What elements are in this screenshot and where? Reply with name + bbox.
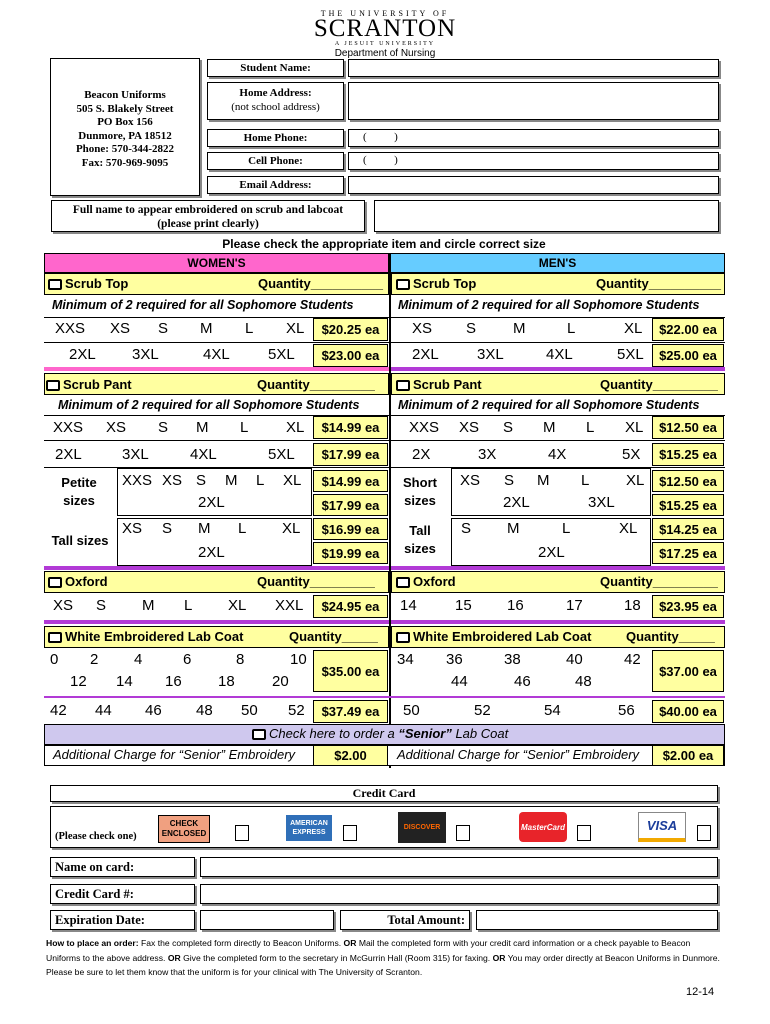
- w-labcoat-size3-5[interactable]: 52: [288, 702, 305, 719]
- m-scrub-pant-label: [396, 377, 482, 392]
- instructions: Please check the appropriate item and circle correct size: [222, 237, 546, 251]
- w-labcoat-size-2[interactable]: 4: [134, 651, 143, 668]
- w-charge-price: $2.00: [313, 745, 388, 766]
- petite-price1: $14.99 ea: [313, 470, 388, 492]
- w-labcoat-size3-1[interactable]: 44: [95, 702, 112, 719]
- amex-checkbox[interactable]: [343, 825, 357, 841]
- womens-header: WOMEN'S: [44, 253, 389, 273]
- w-oxford-size-2[interactable]: M: [142, 597, 155, 614]
- petite-size-2[interactable]: S: [196, 472, 207, 489]
- tall-price1: $16.99 ea: [313, 518, 388, 540]
- w-oxford-checkbox[interactable]: [48, 577, 62, 588]
- m-oxford-checkbox[interactable]: [396, 577, 410, 588]
- m-oxford-price: $23.95 ea: [652, 595, 724, 618]
- how-text1: Fax the completed form directly to Beacon Uniforms.: [138, 938, 344, 948]
- payment-options: [50, 806, 718, 848]
- short-label: Short sizes: [403, 475, 437, 508]
- petite-size-3[interactable]: M: [225, 472, 238, 489]
- university-top: THE UNIVERSITY OF: [320, 8, 450, 18]
- m-scrub-top-size-2[interactable]: M: [513, 320, 526, 337]
- petite-size-5[interactable]: XL: [283, 472, 302, 489]
- w-scrub-pant-size-3[interactable]: M: [196, 419, 209, 436]
- vendor-address: [50, 58, 200, 196]
- amex-logo: AMERICAN EXPRESS: [286, 815, 332, 841]
- m-scrub-pant-size-3[interactable]: M: [543, 419, 556, 436]
- expiration-label: Expiration Date:: [50, 910, 195, 930]
- w-scrub-pant-text: Scrub Pant: [63, 377, 132, 392]
- w-scrub-top-size-2[interactable]: S: [158, 320, 169, 337]
- vendor-pobox: PO Box 156: [97, 116, 153, 128]
- m-scrub-top-size2-3[interactable]: 5XL: [617, 346, 644, 363]
- visa-checkbox[interactable]: [697, 825, 711, 841]
- m-scrub-pant-size2-3[interactable]: 5X: [622, 446, 641, 463]
- w-labcoat-size-4[interactable]: 8: [236, 651, 245, 668]
- w-scrub-top-size2-1[interactable]: 3XL: [132, 346, 159, 363]
- m-scrub-pant-size-2[interactable]: S: [503, 419, 514, 436]
- petite-size-2xl: 2XL: [198, 494, 225, 511]
- or1: OR: [343, 938, 357, 948]
- w-scrub-top-price1: $20.25 ea: [313, 318, 388, 341]
- w-labcoat-size2-1[interactable]: 14: [116, 673, 133, 690]
- w-scrub-pant-min: Minimum of 2 required for all Sophomore Students: [58, 398, 360, 412]
- petite-size-1[interactable]: XS: [162, 472, 183, 489]
- student-name-label: Student Name:: [207, 59, 344, 77]
- w-scrub-top-size2-0[interactable]: 2XL: [69, 346, 96, 363]
- w-oxford-label: [48, 574, 108, 589]
- home-phone-label: Home Phone:: [207, 129, 344, 147]
- credit-card-title: Credit Card: [50, 785, 718, 802]
- university-name: SCRANTON: [313, 15, 457, 42]
- short-size2-1[interactable]: 3XL: [588, 494, 615, 511]
- check-enclosed-checkbox[interactable]: [235, 825, 249, 841]
- w-scrub-pant-size2-0[interactable]: 2XL: [55, 446, 82, 463]
- tall-size-2xl: 2XL: [198, 544, 225, 561]
- m-scrub-pant-size-1[interactable]: XS: [459, 419, 480, 436]
- senior-checkbox[interactable]: [252, 729, 266, 740]
- w-oxford-text: Oxford: [65, 574, 108, 589]
- home-address-label: [207, 82, 344, 120]
- vendor-phone: Phone: 570-344-2822: [75, 143, 175, 155]
- m-labcoat-size-0[interactable]: 34: [397, 651, 414, 668]
- w-scrub-pant-size-1[interactable]: XS: [106, 419, 127, 436]
- w-labcoat-size2-0[interactable]: 12: [70, 673, 87, 690]
- total-amount-field[interactable]: [476, 910, 718, 930]
- w-scrub-top-checkbox[interactable]: [48, 279, 62, 290]
- vendor-street: 505 S. Blakely Street: [76, 102, 174, 115]
- m-oxford-size-0[interactable]: 14: [400, 597, 417, 614]
- w-labcoat-size-0[interactable]: 0: [50, 651, 59, 668]
- visa-logo: VISA: [638, 812, 686, 842]
- column-divider: [389, 253, 391, 768]
- student-name-field[interactable]: [348, 59, 719, 77]
- m-scrub-top-qty: Quantity__________: [596, 276, 722, 291]
- embroider-line2: (please print clearly): [157, 218, 259, 230]
- m-scrub-pant-size-5[interactable]: XL: [625, 419, 644, 436]
- m-scrub-top-size-4[interactable]: XL: [624, 320, 643, 337]
- vendor-fax: Fax: 570-969-9095: [81, 156, 169, 169]
- w-scrub-top-min: Minimum of 2 required for all Sophomore Students: [52, 298, 354, 312]
- m-scrub-top-price1: $22.00 ea: [652, 318, 724, 341]
- m-scrub-pant-size2-1[interactable]: 3X: [478, 446, 497, 463]
- w-oxford-qty: Quantity_________: [257, 574, 375, 589]
- short-price2: $15.25 ea: [652, 494, 724, 516]
- embroider-label: [51, 200, 365, 232]
- w-scrub-top-size-5[interactable]: XL: [286, 320, 305, 337]
- m-tall-price1: $14.25 ea: [652, 518, 724, 540]
- or3: OR: [492, 952, 506, 963]
- m-labcoat-size2-2[interactable]: 48: [575, 673, 592, 690]
- w-labcoat-price: $35.00 ea: [313, 650, 388, 692]
- how-text4: You may order directly at Beacon Uniforms in Dunmore. Please be sure to let them know that the uniform is for your clinical with The University of Scranton.: [46, 952, 720, 977]
- check-one-label: (Please check one): [55, 831, 137, 842]
- short-size-0[interactable]: XS: [460, 472, 481, 489]
- short-size-3[interactable]: L: [581, 472, 590, 489]
- credit-card-number-field[interactable]: [200, 884, 718, 904]
- w-oxford-size-1[interactable]: S: [96, 597, 107, 614]
- m-scrub-pant-size2-0[interactable]: 2X: [412, 446, 431, 463]
- home-address-title: Home Address:: [239, 87, 312, 99]
- m-labcoat-size2-0[interactable]: 44: [451, 673, 468, 690]
- w-scrub-pant-size2-3[interactable]: 5XL: [268, 446, 295, 463]
- home-address-field[interactable]: [348, 82, 719, 120]
- or2: OR: [167, 952, 181, 963]
- m-scrub-pant-size-0[interactable]: XXS: [409, 419, 440, 436]
- w-labcoat-size-5[interactable]: 10: [290, 651, 307, 668]
- name-on-card-field[interactable]: [200, 857, 718, 877]
- order-instructions: [46, 936, 726, 980]
- w-scrub-top-size-4[interactable]: L: [245, 320, 254, 337]
- embroider-line1: Full name to appear embroidered on scrub and labcoat: [72, 204, 344, 216]
- m-oxford-size-4[interactable]: 18: [624, 597, 641, 614]
- m-labcoat-size-3[interactable]: 40: [566, 651, 583, 668]
- w-oxford-size-5[interactable]: XXL: [275, 597, 304, 614]
- w-labcoat-qty: Quantity_____: [289, 629, 378, 644]
- how-text3: Give the completed form to the secretary in McGurrin Hall (Room 315) for faxing.: [180, 952, 493, 963]
- w-labcoat-size3-2[interactable]: 46: [145, 702, 162, 719]
- university-sub: A JESUIT UNIVERSITY: [334, 41, 436, 47]
- tall-size-3[interactable]: L: [238, 520, 247, 537]
- vendor-name: Beacon Uniforms: [84, 89, 166, 101]
- m-charge-text: Additional Charge for “Senior” Embroidery: [397, 747, 640, 762]
- mastercard-logo: MasterCard: [519, 812, 567, 842]
- w-scrub-pant-checkbox[interactable]: [46, 380, 60, 391]
- m-oxford-size-3[interactable]: 17: [566, 597, 583, 614]
- m-labcoat-size-2[interactable]: 38: [504, 651, 521, 668]
- w-scrub-top-text: Scrub Top: [65, 276, 129, 291]
- w-scrub-top-qty: Quantity__________: [258, 276, 384, 291]
- tall-size-1[interactable]: S: [162, 520, 173, 537]
- m-labcoat-size2-1[interactable]: 46: [514, 673, 531, 690]
- w-labcoat-size-3[interactable]: 6: [183, 651, 192, 668]
- m-scrub-top-size-0[interactable]: XS: [412, 320, 433, 337]
- w-scrub-top-price2: $23.00 ea: [313, 344, 388, 367]
- w-labcoat-size2-2[interactable]: 16: [165, 673, 182, 690]
- m-scrub-pant-checkbox[interactable]: [396, 380, 410, 391]
- m-scrub-pant-min: Minimum of 2 required for all Sophomore Students: [398, 398, 700, 412]
- m-scrub-top-checkbox[interactable]: [396, 279, 410, 290]
- w-labcoat-size2-4[interactable]: 20: [272, 673, 289, 690]
- m-labcoat-size-1[interactable]: 36: [446, 651, 463, 668]
- tall-price2: $19.99 ea: [313, 542, 388, 564]
- w-scrub-pant-size-2[interactable]: S: [158, 419, 169, 436]
- w-oxford-size-4[interactable]: XL: [228, 597, 247, 614]
- m-labcoat-price3: $40.00 ea: [652, 700, 724, 723]
- short-size-box: [451, 468, 651, 516]
- m-tall-size-1[interactable]: M: [507, 520, 520, 537]
- m-scrub-pant-qty: Quantity_________: [600, 377, 718, 392]
- m-tall-size-2[interactable]: L: [562, 520, 571, 537]
- m-scrub-top-label: [396, 276, 476, 291]
- m-scrub-pant-price1: $12.50 ea: [652, 416, 724, 439]
- w-scrub-top-label: [48, 276, 128, 291]
- email-label: Email Address:: [207, 176, 344, 194]
- w-scrub-pant-size2-2[interactable]: 4XL: [190, 446, 217, 463]
- tall-size-0[interactable]: XS: [122, 520, 143, 537]
- m-scrub-top-size2-0[interactable]: 2XL: [412, 346, 439, 363]
- w-labcoat-size3-0[interactable]: 42: [50, 702, 67, 719]
- senior-text-post: Lab Coat: [451, 726, 509, 741]
- w-oxford-price: $24.95 ea: [313, 595, 388, 618]
- cell-phone-label: Cell Phone:: [207, 152, 344, 170]
- m-tall-label: Tall sizes: [404, 523, 436, 556]
- w-labcoat-size3-4[interactable]: 50: [241, 702, 258, 719]
- w-scrub-pant-size2-1[interactable]: 3XL: [122, 446, 149, 463]
- short-size-2[interactable]: M: [537, 472, 550, 489]
- check-enclosed-logo: CHECK ENCLOSED: [158, 815, 210, 843]
- w-scrub-pant-price1: $14.99 ea: [313, 416, 388, 439]
- m-labcoat-checkbox[interactable]: [396, 632, 410, 643]
- petite-price2: $17.99 ea: [313, 494, 388, 516]
- petite-label: Petite sizes: [61, 475, 97, 508]
- m-scrub-top-price2: $25.00 ea: [652, 344, 724, 367]
- w-oxford-size-0[interactable]: XS: [53, 597, 74, 614]
- w-scrub-top-size2-2[interactable]: 4XL: [203, 346, 230, 363]
- m-scrub-pant-size-4[interactable]: L: [586, 419, 595, 436]
- w-scrub-pant-size-0[interactable]: XXS: [53, 419, 84, 436]
- m-labcoat-size3-1[interactable]: 52: [474, 702, 491, 719]
- cell-phone-field[interactable]: ( ): [348, 152, 719, 170]
- w-scrub-top-size2-3[interactable]: 5XL: [268, 346, 295, 363]
- m-scrub-pant-size2-2[interactable]: 4X: [548, 446, 567, 463]
- w-labcoat-size-1[interactable]: 2: [90, 651, 99, 668]
- m-labcoat-label: [396, 629, 591, 644]
- w-scrub-pant-label: [46, 377, 132, 392]
- m-oxford-qty: Quantity_________: [600, 574, 718, 589]
- embroider-field[interactable]: [374, 200, 719, 232]
- short-price1: $12.50 ea: [652, 470, 724, 492]
- form-code: 12-14: [686, 986, 715, 998]
- m-labcoat-size3-3[interactable]: 56: [618, 702, 635, 719]
- petite-size-4[interactable]: L: [256, 472, 265, 489]
- w-scrub-pant-qty: Quantity_________: [257, 377, 375, 392]
- mens-header: MEN'S: [390, 253, 725, 273]
- m-oxford-size-1[interactable]: 15: [455, 597, 472, 614]
- m-tall-size-2xl: 2XL: [538, 544, 565, 561]
- m-labcoat-qty: Quantity_____: [626, 629, 715, 644]
- w-scrub-top-size-3[interactable]: M: [200, 320, 213, 337]
- expiration-field[interactable]: [200, 910, 334, 930]
- senior-text-pre: Check here to order a: [269, 726, 399, 741]
- petite-size-0[interactable]: XXS: [122, 472, 153, 489]
- discover-checkbox[interactable]: [456, 825, 470, 841]
- m-scrub-pant-price2: $15.25 ea: [652, 443, 724, 466]
- m-labcoat-text: White Embroidered Lab Coat: [413, 629, 592, 644]
- w-scrub-top-size-1[interactable]: XS: [110, 320, 131, 337]
- m-labcoat-size3-2[interactable]: 54: [544, 702, 561, 719]
- home-address-note: (not school address): [231, 101, 320, 113]
- w-labcoat-text: White Embroidered Lab Coat: [65, 629, 244, 644]
- m-tall-price2: $17.25 ea: [652, 542, 724, 564]
- name-on-card-label: Name on card:: [50, 857, 195, 877]
- total-amount-label: Total Amount:: [340, 910, 470, 930]
- w-scrub-pant-price2: $17.99 ea: [313, 443, 388, 466]
- m-labcoat-size3-0[interactable]: 50: [403, 702, 420, 719]
- w-scrub-pant-size-5[interactable]: XL: [286, 419, 305, 436]
- email-field[interactable]: [348, 176, 719, 194]
- m-labcoat-size-4[interactable]: 42: [624, 651, 641, 668]
- m-scrub-top-size-3[interactable]: L: [567, 320, 576, 337]
- m-scrub-top-size2-2[interactable]: 4XL: [546, 346, 573, 363]
- m-charge-price: $2.00 ea: [652, 745, 724, 766]
- senior-checkbox-label: [252, 726, 508, 741]
- w-labcoat-size2-3[interactable]: 18: [218, 673, 235, 690]
- tall-size-4[interactable]: XL: [282, 520, 301, 537]
- short-size-1[interactable]: S: [504, 472, 515, 489]
- w-labcoat-size3-3[interactable]: 48: [196, 702, 213, 719]
- m-scrub-top-text: Scrub Top: [413, 276, 477, 291]
- short-size2-0[interactable]: 2XL: [503, 494, 530, 511]
- m-labcoat-price: $37.00 ea: [652, 650, 724, 692]
- w-labcoat-price3: $37.49 ea: [313, 700, 388, 723]
- m-scrub-top-size2-1[interactable]: 3XL: [477, 346, 504, 363]
- tall-label: Tall sizes: [51, 532, 109, 548]
- tall-size-2[interactable]: M: [198, 520, 211, 537]
- m-oxford-text: Oxford: [413, 574, 456, 589]
- senior-text-bold: “Senior”: [398, 726, 452, 741]
- mastercard-checkbox[interactable]: [577, 825, 591, 841]
- vendor-city: Dunmore, PA 18512: [78, 129, 172, 142]
- home-phone-field[interactable]: ( ): [348, 129, 719, 147]
- m-oxford-label: [396, 574, 456, 589]
- discover-logo: DISCOVER: [398, 812, 446, 843]
- w-labcoat-checkbox[interactable]: [48, 632, 62, 643]
- m-scrub-top-size-1[interactable]: S: [466, 320, 477, 337]
- m-scrub-pant-text: Scrub Pant: [413, 377, 482, 392]
- w-labcoat-label: [48, 629, 243, 644]
- how-text2: Mail the completed form with your credit card information or a check payable to Beacon Uniforms to the above address.: [46, 938, 691, 963]
- department: Department of Nursing: [334, 47, 436, 59]
- m-tall-size-0[interactable]: S: [461, 520, 472, 537]
- credit-card-number-label: Credit Card #:: [50, 884, 195, 904]
- m-oxford-size-2[interactable]: 16: [507, 597, 524, 614]
- m-tall-size-3[interactable]: XL: [619, 520, 638, 537]
- m-scrub-top-min: Minimum of 2 required for all Sophomore Students: [398, 298, 700, 312]
- short-size-4[interactable]: XL: [626, 472, 645, 489]
- w-charge-text: Additional Charge for “Senior” Embroidery: [53, 747, 296, 762]
- how-label: How to place an order:: [46, 938, 139, 948]
- w-scrub-pant-size-4[interactable]: L: [240, 419, 249, 436]
- w-oxford-size-3[interactable]: L: [184, 597, 193, 614]
- w-scrub-top-size-0[interactable]: XXS: [55, 320, 86, 337]
